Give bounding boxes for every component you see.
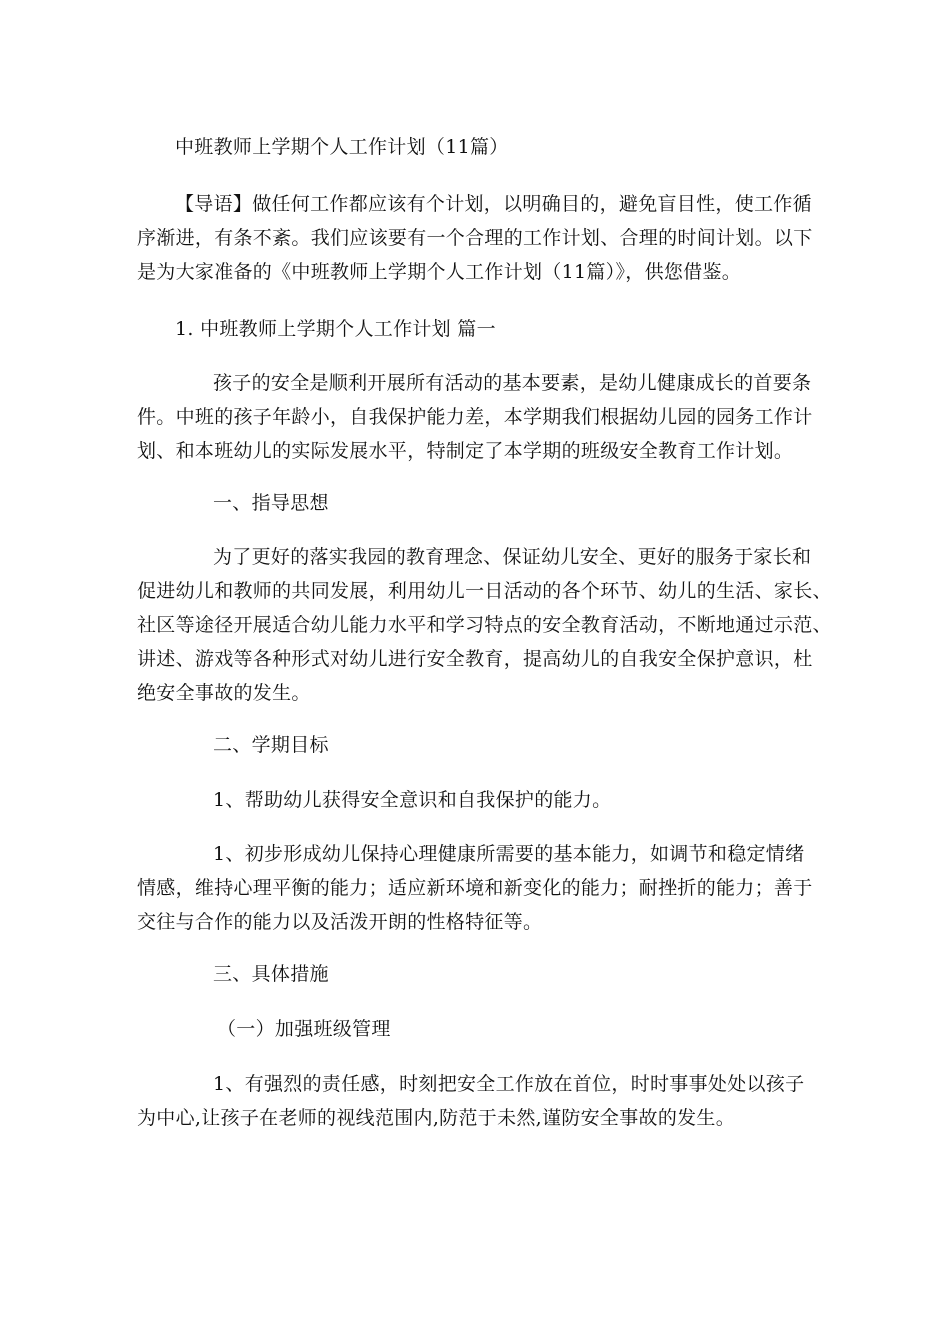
measure-item-1: 1、有强烈的责任感，时刻把安全工作放在首位，时时事事处处以孩子 为中心,让孩子在老师的视线范围内,防范于未然,谨防安全事故的发生。 <box>137 1073 805 1129</box>
goal-item-2: 1、初步形成幼儿保持心理健康所需要的基本能力，如调节和稳定情绪 情感，维持心理平衡的能力；适应新环境和新变化的能力；耐挫折的能力；善于 交往与合作的能力以及活泼开朗的性格特征等。 <box>137 843 813 933</box>
heading-specific-measures: 三、具体措施 <box>213 963 329 985</box>
heading-semester-goals: 二、学期目标 <box>213 734 329 756</box>
paragraph-guiding-thought: 为了更好的落实我园的教育理念、保证幼儿安全、更好的服务于家长和 促进幼儿和教师的共同发展，利用幼儿一日活动的各个环节、幼儿的生活、家长、 社区等途径开展适合幼儿能力水平和学习特点的安全教育活动，不断地通过示范、 讲述、游戏等各种形式对幼儿进行安全教育，提高幼儿的自我安全保护意识，杜 绝安全事故的发生。 <box>137 546 832 704</box>
document-title: 中班教师上学期个人工作计划（11篇） <box>175 136 509 158</box>
intro-paragraph: 【导语】做任何工作都应该有个计划，以明确目的，避免盲目性，使工作循 序渐进，有条不紊。我们应该要有一个合理的工作计划、合理的时间计划。以下 是为大家准备的《中班教师上学期个人工作计划（11篇）》，供您借鉴。 <box>137 193 813 283</box>
goal-item-1: 1、帮助幼儿获得安全意识和自我保护的能力。 <box>213 789 612 811</box>
sub-heading-class-management: （一）加强班级管理 <box>217 1018 391 1040</box>
paragraph-safety-intro: 孩子的安全是顺利开展所有活动的基本要素，是幼儿健康成长的首要条 件。中班的孩子年龄小，自我保护能力差，本学期我们根据幼儿园的园务工作计 划、和本班幼儿的实际发展水平，特制定了本学期的班级安全教育工作计划。 <box>137 372 813 462</box>
section-heading-1: 1. 中班教师上学期个人工作计划 篇一 <box>175 318 496 340</box>
heading-guiding-thought: 一、指导思想 <box>213 492 329 514</box>
